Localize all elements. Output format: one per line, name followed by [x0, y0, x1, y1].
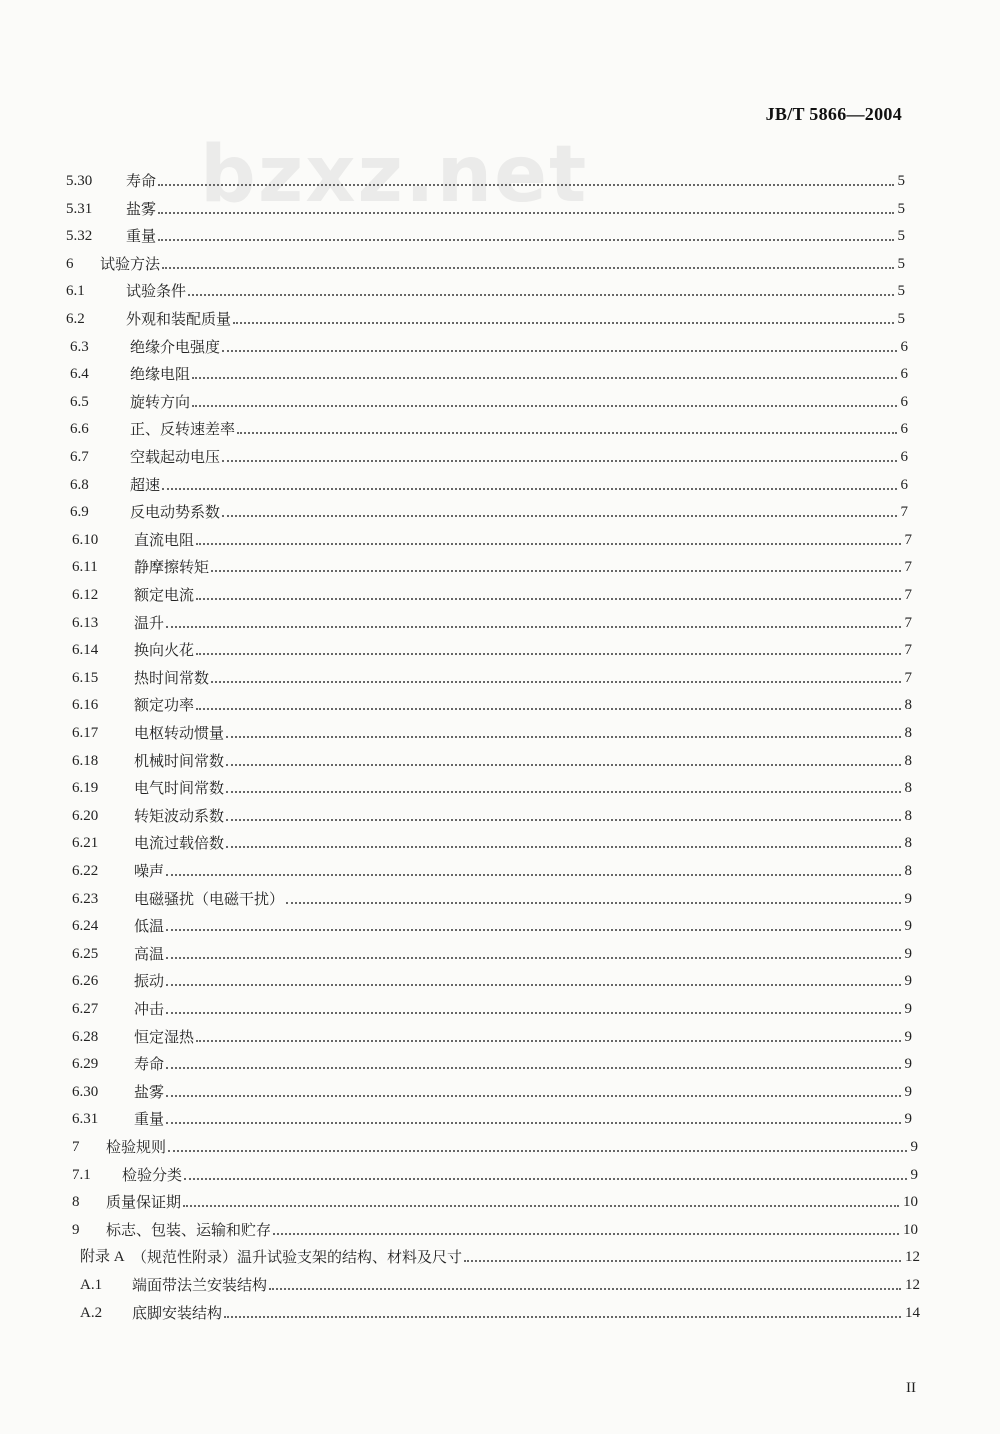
toc-entry-page: 10 — [903, 1194, 918, 1211]
toc-entry-title: 超速 — [130, 475, 161, 494]
dot-leader — [237, 430, 896, 434]
toc-entry-title: 绝缘介电强度 — [130, 337, 221, 356]
toc-entry[interactable] — [72, 826, 912, 852]
toc-entry-page: 5 — [897, 200, 905, 217]
dot-leader — [166, 624, 900, 628]
toc-entry-page: 6 — [900, 476, 908, 493]
toc-entry[interactable] — [70, 440, 908, 466]
toc-entry-number: 6.20 — [72, 807, 99, 824]
toc-entry-number: 附录 A — [80, 1249, 125, 1266]
toc-entry-page: 7 — [904, 669, 912, 686]
toc-entry-page: 7 — [904, 614, 912, 631]
toc-entry-title: 低温 — [134, 917, 165, 936]
toc-entry-page: 5 — [897, 255, 905, 272]
toc-entry[interactable] — [70, 330, 908, 356]
toc-entry-page: 8 — [904, 780, 912, 797]
dot-leader — [196, 541, 900, 545]
toc-entry-title: 电流过载倍数 — [134, 834, 225, 853]
toc-entry-number: 6.1 — [66, 283, 85, 300]
dot-leader — [162, 486, 896, 490]
toc-entry[interactable] — [72, 799, 912, 825]
toc-entry-title: 重量 — [134, 1110, 165, 1129]
dot-leader — [269, 1286, 901, 1290]
toc-entry-page: 12 — [905, 1277, 920, 1293]
toc-entry-title: 质量保证期 — [106, 1193, 182, 1212]
dot-leader — [158, 210, 893, 214]
toc-entry[interactable] — [70, 412, 908, 438]
toc-entry[interactable] — [70, 495, 908, 521]
dot-leader — [166, 1065, 900, 1069]
dot-leader — [196, 1038, 900, 1042]
toc-entry-number: 6.16 — [72, 697, 99, 714]
dot-leader — [168, 1148, 906, 1152]
toc-entry[interactable] — [72, 550, 912, 576]
toc-entry-title: 电磁骚扰（电磁干扰） — [134, 889, 285, 908]
toc-entry-number: 7 — [72, 1139, 80, 1155]
toc-entry-page: 14 — [905, 1304, 920, 1321]
document-code: JB/T 5866—2004 — [765, 104, 902, 124]
toc-entry[interactable] — [72, 716, 912, 742]
toc-entry-number: 6.11 — [72, 559, 98, 576]
toc-entry[interactable] — [72, 937, 912, 963]
toc-entry-page: 8 — [904, 807, 912, 824]
toc-entry-number: 6.8 — [70, 476, 89, 493]
toc-entry-title: 机械时间常数 — [134, 751, 225, 770]
toc-entry-page: 7 — [904, 559, 912, 576]
dot-leader — [184, 1176, 906, 1180]
toc-entry-title: 反电动势系数 — [130, 503, 221, 522]
toc-entry-number: 6.12 — [72, 587, 99, 603]
toc-entry[interactable] — [72, 523, 912, 549]
toc-entry-page: 5 — [897, 283, 905, 300]
toc-entry-title: 热时间常数 — [134, 668, 210, 687]
toc-entry-title: 直流电阻 — [134, 530, 195, 549]
toc-entry-page: 5 — [897, 228, 905, 245]
toc-entry-number: 6.19 — [72, 780, 99, 797]
toc-entry-title: 转矩波动系数 — [134, 806, 225, 825]
toc-entry-number: 6.25 — [72, 945, 99, 962]
toc-entry-number: 9 — [72, 1221, 80, 1238]
toc-entry-number: 6.18 — [72, 752, 99, 769]
toc-entry-title: 额定功率 — [134, 696, 195, 715]
toc-entry-title: 寿命 — [134, 1055, 165, 1074]
toc-entry-title: 端面带法兰安装结构 — [132, 1276, 268, 1294]
dot-leader — [183, 1203, 899, 1207]
toc-entry-title: 绝缘电阻 — [130, 365, 191, 384]
toc-entry[interactable] — [72, 992, 912, 1018]
toc-entry-number: 6.14 — [72, 642, 99, 659]
toc-entry-title: 温升 — [134, 613, 165, 632]
dot-leader — [196, 596, 900, 600]
dot-leader — [233, 320, 893, 324]
dot-leader — [211, 679, 900, 683]
dot-leader — [166, 955, 900, 959]
toc-entry-title: 电气时间常数 — [134, 779, 225, 798]
toc-entry-number: 6.5 — [70, 393, 89, 410]
toc-entry-number: 6.7 — [70, 449, 89, 465]
toc-entry-page: 9 — [904, 945, 912, 962]
dot-leader — [166, 927, 900, 931]
toc-entry-page: 9 — [904, 1083, 912, 1100]
toc-entry[interactable] — [72, 1020, 912, 1046]
dot-leader — [196, 706, 900, 710]
toc-entry-number: 6.10 — [72, 531, 99, 548]
dot-leader — [226, 734, 900, 738]
toc-entry-title: 恒定湿热 — [134, 1027, 195, 1046]
toc-entry-page: 7 — [904, 642, 912, 659]
toc-entry-number: 6.24 — [72, 918, 99, 935]
toc-entry[interactable] — [72, 606, 912, 632]
dot-leader — [166, 872, 900, 876]
toc-entry-title: 寿命 — [126, 172, 157, 190]
toc-entry-page: 9 — [904, 918, 912, 935]
dot-leader — [222, 458, 896, 462]
dot-leader — [211, 568, 900, 572]
dot-leader — [222, 513, 896, 517]
toc-entry[interactable] — [70, 357, 908, 383]
dot-leader — [226, 817, 900, 821]
toc-entry-page: 7 — [904, 587, 912, 603]
toc-entry[interactable] — [72, 1185, 918, 1211]
toc-entry-page: 7 — [900, 504, 908, 521]
toc-entry-title: 正、反转速差率 — [130, 420, 236, 439]
toc-entry-page: 6 — [900, 338, 908, 355]
toc-entry-number: 6.9 — [70, 504, 89, 521]
dot-leader — [222, 348, 896, 352]
toc-entry-title: 盐雾 — [126, 199, 157, 218]
toc-entry-page: 8 — [904, 697, 912, 714]
toc-entry[interactable] — [72, 1213, 918, 1239]
watermark: bzxz.net — [200, 130, 589, 220]
dot-leader — [226, 789, 900, 793]
dot-leader — [158, 237, 893, 241]
toc-entry-page: 8 — [904, 752, 912, 769]
toc-entry-number: 6.17 — [72, 725, 99, 741]
toc-entry-page: 6 — [900, 449, 908, 465]
toc-entry[interactable] — [72, 744, 912, 770]
toc-entry-title: 额定电流 — [134, 586, 195, 604]
toc-entry[interactable] — [70, 468, 908, 494]
toc-entry-title: 检验规则 — [106, 1138, 167, 1156]
toc-entry-number: 7.1 — [72, 1166, 91, 1183]
toc-entry-page: 5 — [897, 311, 905, 327]
dot-leader — [273, 1231, 899, 1235]
toc-entry-number: 6.26 — [72, 973, 99, 990]
toc-entry-page: 9 — [910, 1166, 918, 1183]
toc-entry[interactable] — [72, 661, 912, 687]
toc-entry[interactable] — [72, 854, 912, 880]
toc-entry-number: 6.21 — [72, 835, 99, 852]
toc-entry[interactable] — [72, 1130, 918, 1156]
toc-entry[interactable] — [72, 1075, 912, 1101]
toc-entry-page: 9 — [904, 890, 912, 907]
dot-leader — [166, 982, 900, 986]
toc-entry-page: 9 — [904, 1056, 912, 1073]
toc-entry-page: 9 — [910, 1139, 918, 1155]
toc-entry-page: 7 — [904, 531, 912, 548]
toc-entry-page: 9 — [904, 1001, 912, 1017]
toc-entry-page: 8 — [904, 863, 912, 879]
toc-entry-title: （规范性附录）温升试验支架的结构、材料及尺寸 — [132, 1248, 463, 1267]
toc-entry-title: 空载起动电压 — [130, 448, 221, 466]
dot-leader — [166, 1093, 900, 1097]
toc-entry-title: 标志、包装、运输和贮存 — [106, 1220, 272, 1239]
toc-entry-title: 试验方法 — [100, 254, 161, 273]
toc-entry-number: 5.31 — [66, 200, 93, 217]
toc-entry-number: 6 — [66, 255, 74, 272]
toc-entry-title: 高温 — [134, 944, 165, 963]
toc-entry[interactable] — [66, 274, 905, 300]
toc-entry[interactable] — [72, 633, 912, 659]
toc-entry-number: 6.29 — [72, 1056, 99, 1073]
toc-entry-number: 6.27 — [72, 1001, 99, 1017]
toc-entry[interactable] — [72, 578, 912, 604]
dot-leader — [286, 900, 900, 904]
dot-leader — [166, 1120, 900, 1124]
toc-entry-title: 静摩擦转矩 — [134, 558, 210, 577]
toc-entry-title: 换向火花 — [134, 641, 195, 660]
page-folio: II — [906, 1380, 916, 1396]
toc-entry[interactable] — [72, 771, 912, 797]
toc-entry-number: A.2 — [80, 1304, 103, 1321]
toc-entry-number: 6.15 — [72, 669, 99, 686]
dot-leader — [196, 651, 900, 655]
toc-entry-page: 9 — [904, 1111, 912, 1128]
toc-entry[interactable] — [72, 1158, 918, 1184]
dot-leader — [188, 292, 893, 296]
toc-entry[interactable] — [66, 247, 905, 273]
toc-entry-title: 冲击 — [134, 1000, 165, 1018]
toc-entry-title: 重量 — [126, 227, 157, 246]
dot-leader — [162, 265, 893, 269]
toc-entry[interactable] — [70, 385, 908, 411]
toc-entry-title: 外观和装配质量 — [126, 310, 232, 328]
toc-entry-title: 电枢转动惯量 — [134, 724, 225, 742]
toc-entry-number: 5.30 — [66, 173, 93, 189]
toc-entry-page: 9 — [904, 973, 912, 990]
dot-leader — [192, 403, 896, 407]
toc-entry[interactable] — [72, 688, 912, 714]
toc-entry-page: 12 — [905, 1249, 920, 1266]
toc-entry-page: 6 — [900, 393, 908, 410]
toc-entry-number: 6.6 — [70, 421, 89, 438]
toc-entry-number: 8 — [72, 1194, 80, 1211]
toc-entry-page: 5 — [897, 173, 905, 189]
toc-entry[interactable] — [66, 164, 905, 190]
toc-entry-number: 6.30 — [72, 1083, 99, 1100]
toc-entry[interactable] — [80, 1268, 920, 1294]
toc-entry[interactable] — [80, 1296, 920, 1322]
toc-entry-page: 8 — [904, 725, 912, 741]
toc-entry[interactable] — [72, 1102, 912, 1128]
toc-entry-title: 试验条件 — [126, 282, 187, 301]
toc-entry-number: 6.23 — [72, 890, 99, 907]
toc-entry-page: 8 — [904, 835, 912, 852]
toc-entry-title: 检验分类 — [122, 1165, 183, 1184]
toc-entry[interactable] — [72, 964, 912, 990]
dot-leader — [226, 844, 900, 848]
dot-leader — [166, 1010, 900, 1014]
toc-entry-title: 噪声 — [134, 862, 165, 880]
toc-entry-title: 盐雾 — [134, 1082, 165, 1101]
toc-entry-page: 9 — [904, 1028, 912, 1045]
toc-entry-number: 6.4 — [70, 366, 89, 383]
toc-entry[interactable] — [66, 192, 905, 218]
toc-entry-page: 6 — [900, 421, 908, 438]
toc-entry-number: 6.28 — [72, 1028, 99, 1045]
toc-entry-number: 6.31 — [72, 1111, 99, 1128]
dot-leader — [226, 762, 900, 766]
dot-leader — [192, 375, 896, 379]
dot-leader — [158, 182, 893, 186]
toc-entry-number: 6.13 — [72, 614, 99, 631]
toc-entry[interactable] — [72, 882, 912, 908]
toc-entry[interactable] — [72, 909, 912, 935]
toc-entry-number: 6.3 — [70, 338, 89, 355]
toc-entry[interactable] — [80, 1240, 920, 1266]
toc-entry-page: 6 — [900, 366, 908, 383]
toc-entry[interactable] — [72, 1047, 912, 1073]
toc-entry-number: 6.2 — [66, 311, 85, 327]
dot-leader — [224, 1314, 901, 1318]
toc-entry-number: 5.32 — [66, 228, 93, 245]
toc-entry-number: 6.22 — [72, 863, 99, 879]
toc-entry-title: 底脚安装结构 — [132, 1303, 223, 1322]
toc-entry-number: A.1 — [80, 1277, 103, 1293]
toc-entry[interactable] — [66, 219, 905, 245]
dot-leader — [464, 1258, 901, 1262]
toc-entry-page: 10 — [903, 1221, 918, 1238]
toc-entry[interactable] — [66, 302, 905, 328]
toc-entry-title: 振动 — [134, 972, 165, 991]
toc-entry-title: 旋转方向 — [130, 392, 191, 411]
